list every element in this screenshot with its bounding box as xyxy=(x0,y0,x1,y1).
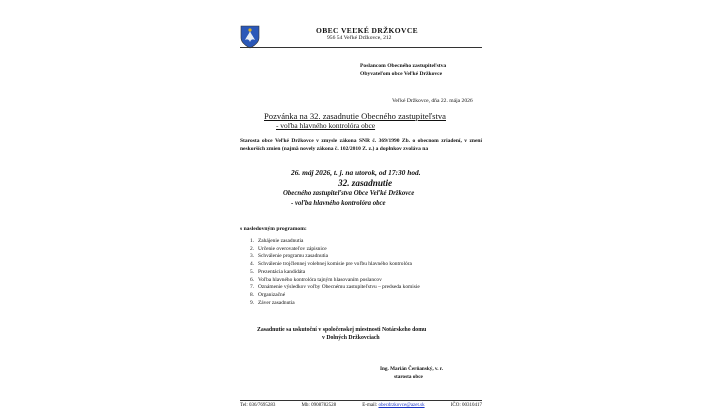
meeting-date: 26. máj 2026, t. j. na utorok, od 17:30 hod. xyxy=(291,168,421,177)
list-item-text: Zahájenie zasadnutia xyxy=(258,238,304,244)
place-date: Veľké Držkovce, dňa 22. mája 2026 xyxy=(392,98,473,104)
list-item xyxy=(250,300,420,308)
list-item xyxy=(250,238,420,246)
list-item-text: Schválenie programu zasadnutia xyxy=(258,253,329,260)
signature-role: starosta obce xyxy=(394,374,423,380)
meeting-body-line-2: - voľba hlavného kontrolóra obce xyxy=(291,200,386,207)
program-list xyxy=(250,238,420,307)
program-label: s nasledovným programom: xyxy=(240,226,307,232)
venue-line-2: v Dolných Držkovciach xyxy=(322,335,380,341)
list-item xyxy=(250,253,420,261)
org-address: 956 54 Veľké Držkovce, 212 xyxy=(327,35,392,41)
footer-divider xyxy=(240,400,482,401)
footer-ico: IČO: 00310417 xyxy=(450,403,482,408)
list-item-number: 6. xyxy=(250,276,255,283)
list-item xyxy=(250,277,420,285)
list-item-text: Voľba hlavného kontrolóra tajným hlasovaním poslancov xyxy=(258,276,382,283)
municipal-coat-of-arms-icon xyxy=(240,25,260,49)
list-item-text: Oznámenie výsledkov voľby Obecnému zastupiteľstvu – predseda komisie xyxy=(258,284,420,291)
list-item-number: 7. xyxy=(250,284,255,291)
list-item-number: 2. xyxy=(250,245,255,252)
list-item-number: 4. xyxy=(250,261,255,268)
footer-phone: Tel: 036/7695283 xyxy=(240,403,276,408)
list-item-text: Prezentácia kandidáta xyxy=(258,268,306,275)
list-item-text: Záver zasadnutia xyxy=(258,299,295,306)
footer-email-label: E-mail: xyxy=(362,403,378,408)
list-item-text: Organizačné xyxy=(258,291,286,298)
list-item-number: 8. xyxy=(250,291,255,298)
list-item-number: 5. xyxy=(250,268,255,275)
list-item xyxy=(250,246,420,254)
org-name: OBEC VEĽKÉ DRŽKOVCE xyxy=(316,26,419,35)
invitation-subheading: - voľba hlavného kontrolóra obce xyxy=(276,121,376,130)
list-item-number: 9. xyxy=(250,299,255,306)
footer-email-group xyxy=(362,403,424,408)
venue-line-1: Zasadnutie sa uskutoční v spoločenskej miestnosti Notárskeho domu xyxy=(257,327,427,333)
list-item xyxy=(250,292,420,300)
meeting-body-line-1: Obecného zastupiteľstva Obce Veľké Držkovce xyxy=(283,190,415,197)
recipient-line-2: Obyvateľom obce Veľké Držkovce xyxy=(360,71,443,77)
list-item-number: 1. xyxy=(250,238,255,244)
list-item xyxy=(250,269,420,277)
footer-email-link[interactable]: obecdrzkovce@azet.sk xyxy=(378,403,425,408)
signature-name: Ing. Marián Čerňanský, v. r. xyxy=(380,366,443,372)
list-item-number: 3. xyxy=(250,253,255,260)
intro-paragraph: Starosta obce Veľké Držkovce v zmysle zákona SNR č. 369/1990 Zb. o obecnom zriadení, v znení neskorších zmien (najmä novely zákona č. 102/2010 Z. z.) a doplnkov zvoláva na xyxy=(240,138,482,152)
list-item-text: Schválenie trojčlennej volebnej komisie pre voľbu hlavného kontrolóra xyxy=(258,261,412,268)
footer-contact-bar xyxy=(240,403,482,408)
footer-mobile: Mb: 0908782528 xyxy=(301,403,337,408)
list-item-text: Určenie overovateľov zápisnice xyxy=(258,245,327,252)
list-item xyxy=(250,284,420,292)
header-divider xyxy=(240,47,482,48)
recipient-line-1: Poslancom Obecného zastupiteľstva xyxy=(360,63,447,69)
invitation-heading: Pozvánka na 32. zasadnutie Obecného zastupiteľstva xyxy=(264,111,446,121)
list-item xyxy=(250,261,420,269)
meeting-title: 32. zasadnutie xyxy=(338,178,393,188)
